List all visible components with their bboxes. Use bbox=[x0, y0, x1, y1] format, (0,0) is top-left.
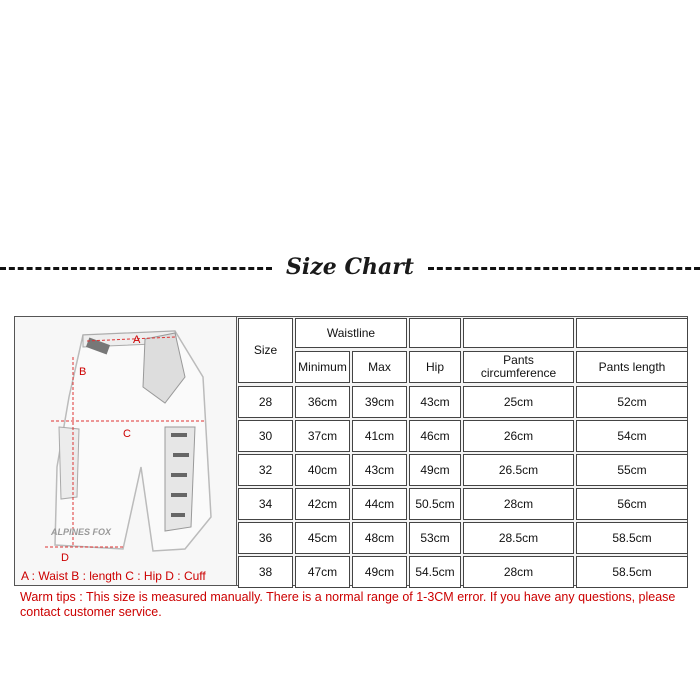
table-cell-waist-max: 49cm bbox=[353, 557, 406, 587]
table-cell-hip: 43cm bbox=[410, 387, 460, 417]
table-cell-pants-length: 55cm bbox=[577, 455, 687, 485]
table-cell-size: 30 bbox=[239, 421, 292, 451]
table-cell-waist-max: 48cm bbox=[353, 523, 406, 553]
table-cell-size: 34 bbox=[239, 489, 292, 519]
shorts-diagram bbox=[15, 317, 237, 585]
label-c: C bbox=[123, 428, 131, 440]
table-cell-waist-min: 45cm bbox=[296, 523, 349, 553]
header-hip-spacer bbox=[410, 319, 460, 347]
table-cell-hip: 53cm bbox=[410, 523, 460, 553]
label-a: A bbox=[133, 334, 141, 346]
table-cell-waist-min: 47cm bbox=[296, 557, 349, 587]
table-cell-pants-circumference: 25cm bbox=[464, 387, 573, 417]
header-pants-length: Pants length bbox=[577, 352, 687, 382]
table-cell-pants-length: 56cm bbox=[577, 489, 687, 519]
table-cell-pants-length: 54cm bbox=[577, 421, 687, 451]
table-cell-waist-min: 42cm bbox=[296, 489, 349, 519]
left-dash-divider bbox=[0, 267, 272, 270]
header-length-spacer bbox=[577, 319, 687, 347]
table-cell-waist-min: 37cm bbox=[296, 421, 349, 451]
table-cell-size: 32 bbox=[239, 455, 292, 485]
label-d: D bbox=[61, 552, 69, 564]
table-cell-waist-max: 44cm bbox=[353, 489, 406, 519]
table-cell-waist-min: 40cm bbox=[296, 455, 349, 485]
right-dash-divider bbox=[428, 267, 700, 270]
measurement-legend: A : Waist B : length C : Hip D : Cuff bbox=[21, 569, 206, 583]
table-cell-waist-min: 36cm bbox=[296, 387, 349, 417]
table-cell-hip: 54.5cm bbox=[410, 557, 460, 587]
table-cell-pants-circumference: 26.5cm bbox=[464, 455, 573, 485]
table-cell-size: 36 bbox=[239, 523, 292, 553]
header-pants-circumference: Pants circumference bbox=[464, 352, 573, 382]
table-cell-pants-circumference: 28.5cm bbox=[464, 523, 573, 553]
table-cell-pants-length: 52cm bbox=[577, 387, 687, 417]
table-cell-pants-length: 58.5cm bbox=[577, 523, 687, 553]
table-cell-hip: 46cm bbox=[410, 421, 460, 451]
table-cell-size: 28 bbox=[239, 387, 292, 417]
shorts-illustration bbox=[15, 317, 236, 585]
table-cell-pants-circumference: 28cm bbox=[464, 557, 573, 587]
header-hip: Hip bbox=[410, 352, 460, 382]
size-chart-table bbox=[14, 316, 688, 586]
page-title: Size Chart bbox=[286, 254, 414, 280]
table-cell-size: 38 bbox=[239, 557, 292, 587]
header-size: Size bbox=[239, 319, 292, 382]
table-cell-pants-length: 58.5cm bbox=[577, 557, 687, 587]
header-waistline: Waistline bbox=[296, 319, 406, 347]
header-max: Max bbox=[353, 352, 406, 382]
table-cell-hip: 49cm bbox=[410, 455, 460, 485]
table-cell-pants-circumference: 28cm bbox=[464, 489, 573, 519]
header-minimum: Minimum bbox=[296, 352, 349, 382]
brand-text: ALPINES FOX bbox=[51, 527, 112, 537]
table-cell-waist-max: 41cm bbox=[353, 421, 406, 451]
table-cell-pants-circumference: 26cm bbox=[464, 421, 573, 451]
table-cell-waist-max: 43cm bbox=[353, 455, 406, 485]
table-cell-waist-max: 39cm bbox=[353, 387, 406, 417]
warm-tips: Warm tips : This size is measured manually. There is a normal range of 1-3CM error. If you have any questions, please contact customer service. bbox=[20, 590, 676, 619]
header-circ-spacer bbox=[464, 319, 573, 347]
title-row bbox=[0, 250, 700, 284]
label-b: B bbox=[79, 366, 87, 378]
table-cell-hip: 50.5cm bbox=[410, 489, 460, 519]
